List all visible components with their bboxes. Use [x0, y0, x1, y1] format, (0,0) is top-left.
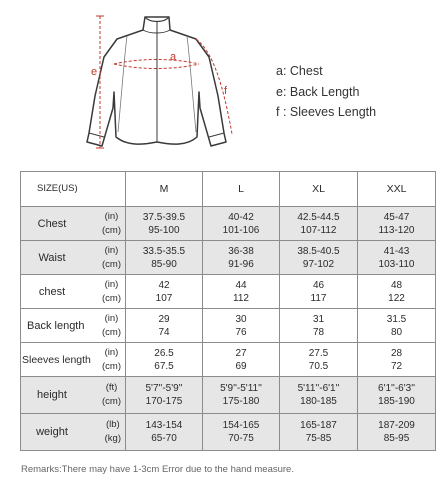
- legend-back-length: e: Back Length: [276, 85, 360, 99]
- table-row-sleeves-length: [21, 343, 436, 377]
- table-cell: [126, 309, 203, 343]
- value-1: 38.5-40.5: [297, 245, 340, 257]
- value-2: 74: [158, 326, 170, 338]
- value-1: 30: [235, 313, 247, 325]
- unit-1: (lb): [105, 419, 120, 430]
- size-chart-table: [20, 171, 436, 451]
- row-label: [21, 275, 126, 309]
- value-1: 31.5: [386, 313, 407, 325]
- value-2: 122: [388, 292, 405, 304]
- value-2: 70.5: [308, 360, 329, 372]
- value-2: 69: [235, 360, 247, 372]
- value-1: 165-187: [300, 420, 337, 431]
- table-cell: [203, 275, 280, 309]
- table-cell: [126, 414, 203, 451]
- value-2: 95-100: [148, 224, 180, 236]
- table-row-chest-garment: [21, 275, 436, 309]
- table-cell: [203, 241, 280, 275]
- size-m-header: M: [126, 172, 203, 207]
- table-cell: [203, 343, 280, 377]
- table-cell: [280, 377, 358, 414]
- value-1: 36-38: [228, 245, 254, 257]
- value-2: 101-106: [222, 224, 260, 236]
- row-name: Waist: [38, 251, 66, 264]
- table-cell: [280, 309, 358, 343]
- jersey-cuff-left: [89, 133, 104, 137]
- table-cell: [358, 309, 436, 343]
- value-1: 143-154: [145, 420, 183, 431]
- unit-1: (in): [104, 210, 119, 222]
- row-units: [102, 346, 121, 374]
- row-name: chest: [38, 285, 66, 298]
- value-2: 76: [235, 326, 247, 338]
- table-row-waist: [21, 241, 436, 275]
- value-2: 91-96: [228, 258, 254, 270]
- table-cell: [280, 275, 358, 309]
- value-1: 26.5: [154, 347, 174, 359]
- row-label: [21, 343, 126, 377]
- value-1: 42: [158, 279, 170, 291]
- table-cell: [126, 343, 203, 377]
- jersey-drawing: [0, 0, 445, 165]
- table-cell: [358, 343, 436, 377]
- value-2: 112: [233, 292, 249, 304]
- unit-2: (cm): [102, 224, 121, 236]
- value-1: 31: [312, 313, 325, 325]
- value-1: 37.5-39.5: [142, 211, 186, 223]
- row-label: [21, 207, 126, 241]
- row-label: [21, 309, 126, 343]
- unit-2: (cm): [102, 292, 121, 304]
- jersey-seam-right: [187, 36, 196, 132]
- row-units: [102, 278, 121, 306]
- size-us-header: SIZE(US): [21, 172, 126, 207]
- row-name: Sleeves length: [22, 353, 91, 366]
- row-name: Back length: [27, 319, 85, 332]
- unit-1: (in): [104, 312, 119, 324]
- unit-1: (in): [104, 244, 119, 256]
- sleeve-length-mark: f: [224, 85, 228, 97]
- value-2: 65-70: [151, 433, 177, 444]
- unit-1: (in): [104, 346, 119, 358]
- size-xxl-header: XXL: [358, 172, 436, 207]
- row-label: [21, 377, 126, 414]
- table-cell: [280, 207, 358, 241]
- size-l-header: L: [203, 172, 280, 207]
- value-2: 97-102: [302, 258, 335, 270]
- table-header-row: [21, 172, 436, 207]
- value-1: 154-165: [222, 420, 260, 431]
- value-2: 75-85: [305, 433, 332, 444]
- unit-2: (cm): [102, 360, 121, 372]
- row-units: [102, 244, 121, 272]
- value-2: 85-95: [383, 433, 410, 444]
- table-cell: [126, 207, 203, 241]
- table-cell: [126, 275, 203, 309]
- row-name: weight: [36, 426, 68, 438]
- value-2: 78: [312, 326, 325, 338]
- value-2: 170-175: [145, 396, 183, 407]
- remarks-note: Remarks:There may have 1-3cm Error due to the hand measure.: [21, 464, 294, 475]
- value-1: 27: [235, 347, 247, 359]
- table-cell: [203, 309, 280, 343]
- table-cell: [126, 377, 203, 414]
- table-cell: [358, 275, 436, 309]
- table-cell: [358, 377, 436, 414]
- unit-2: (cm): [102, 326, 121, 338]
- unit-2: (kg): [104, 433, 121, 444]
- row-name: height: [37, 389, 67, 401]
- legend-chest: a: Chest: [276, 64, 323, 78]
- value-1: 187-209: [378, 420, 415, 431]
- row-name: Chest: [37, 217, 67, 230]
- row-label: [21, 414, 126, 451]
- value-2: 175-180: [222, 396, 260, 407]
- unit-2: (cm): [102, 396, 121, 407]
- table-cell: [358, 207, 436, 241]
- value-1: 27.5: [308, 347, 329, 359]
- table-cell: [358, 414, 436, 451]
- value-1: 45-47: [383, 211, 410, 223]
- table-row-chest-body: [21, 207, 436, 241]
- table-cell: [203, 414, 280, 451]
- value-1: 29: [158, 313, 170, 325]
- jersey-seam-left: [118, 36, 127, 132]
- value-2: 72: [390, 360, 403, 372]
- row-units: [102, 312, 121, 340]
- table-cell: [280, 343, 358, 377]
- row-units: [105, 418, 121, 446]
- value-2: 70-75: [228, 433, 254, 444]
- row-units: [102, 210, 121, 238]
- table-cell: [203, 207, 280, 241]
- table-row-weight: [21, 414, 436, 451]
- table-cell: [203, 377, 280, 414]
- jersey-cuff-right: [209, 133, 224, 137]
- value-2: 67.5: [154, 360, 174, 372]
- value-2: 117: [310, 292, 327, 304]
- table-cell: [358, 241, 436, 275]
- value-1: 44: [235, 279, 247, 291]
- value-1: 40-42: [228, 211, 254, 223]
- value-1: 5'9''-5'11'': [220, 383, 262, 394]
- back-length-mark: e: [91, 66, 98, 78]
- unit-2: (cm): [102, 258, 121, 270]
- value-2: 185-190: [378, 396, 415, 407]
- unit-1: (ft): [105, 382, 118, 393]
- table-row-back-length: [21, 309, 436, 343]
- size-xl-header: XL: [280, 172, 358, 207]
- value-1: 28: [390, 347, 403, 359]
- unit-1: (in): [104, 278, 119, 290]
- legend-sleeves-length: f : Sleeves Length: [276, 105, 377, 119]
- chest-mark: a: [170, 51, 177, 63]
- table-row-height: [21, 377, 436, 414]
- table-cell: [280, 241, 358, 275]
- value-1: 48: [390, 279, 403, 291]
- table-cell: [280, 414, 358, 451]
- value-2: 80: [390, 326, 403, 338]
- value-2: 107: [155, 292, 173, 304]
- row-label: [21, 241, 126, 275]
- value-1: 33.5-35.5: [142, 245, 186, 257]
- value-1: 46: [312, 279, 325, 291]
- value-2: 85-90: [151, 258, 177, 270]
- value-2: 103-110: [378, 258, 415, 270]
- value-1: 5'7''-5'9'': [145, 383, 183, 394]
- table-cell: [126, 241, 203, 275]
- value-1: 41-43: [383, 245, 410, 257]
- value-2: 180-185: [300, 396, 337, 407]
- value-2: 107-112: [300, 224, 337, 236]
- jersey-diagram: [0, 0, 445, 165]
- value-2: 113-120: [378, 224, 415, 236]
- value-1: 6'1''-6'3'': [377, 383, 416, 394]
- value-1: 42.5-44.5: [297, 211, 340, 223]
- value-1: 5'11''-6'1'': [297, 383, 340, 394]
- row-units: [102, 381, 121, 409]
